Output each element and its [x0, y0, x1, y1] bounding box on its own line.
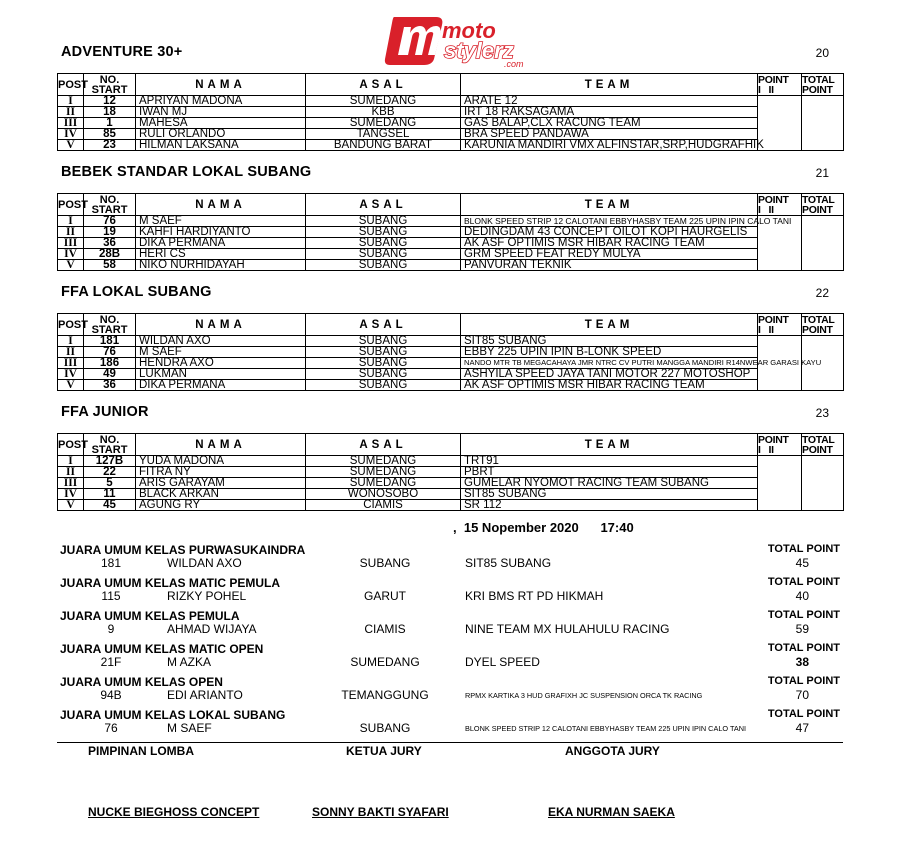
- row-city: SUBANG: [306, 216, 461, 227]
- table-row: [58, 227, 844, 238]
- row-position: I: [58, 336, 84, 347]
- row-point: [758, 467, 802, 478]
- header-pos: POST: [58, 194, 84, 216]
- row-team: BRA SPEED PANDAWA: [461, 129, 758, 140]
- row-point: [758, 238, 802, 249]
- row-rider-name: HENDRA AXO: [136, 358, 306, 369]
- row-city: BANDUNG BARAT: [306, 140, 461, 151]
- table-row: [58, 249, 844, 260]
- champion-entry: [57, 675, 843, 707]
- header-total-point: TOTAL POINT: [802, 74, 844, 96]
- row-start-number: 18: [84, 107, 136, 118]
- pimpinan-lomba-name: NUCKE BIEGHOSS CONCEPT: [88, 805, 260, 819]
- row-team: IRT 18 RAKSAGAMA: [461, 107, 758, 118]
- champion-entry: [57, 543, 843, 575]
- date-value: 15 Nopember 2020: [463, 520, 579, 535]
- class-number: 23: [815, 406, 829, 420]
- row-team: DEDINGDAM 43 CONCEPT OILOT KOPI HAURGELIS: [461, 227, 758, 238]
- class-section: [57, 164, 843, 274]
- row-rider-name: LUKMAN: [136, 369, 306, 380]
- champion-start-number: 21F: [100, 655, 122, 669]
- row-team: KARUNIA MANDIRI VMX ALFINSTAR,SRP,HUDGRAFHIK: [461, 140, 758, 151]
- row-team: EBBY 225 UPIN IPIN B-LONK SPEED: [461, 347, 758, 358]
- header-no-start: NO. START: [84, 434, 136, 456]
- champion-city: SUBANG: [359, 721, 411, 735]
- row-position: III: [58, 358, 84, 369]
- champion-team: SIT85 SUBANG: [465, 556, 552, 570]
- row-position: I: [58, 96, 84, 107]
- table-row: [58, 369, 844, 380]
- row-total-point: [802, 347, 844, 358]
- row-point: [758, 96, 802, 107]
- row-position: III: [58, 238, 84, 249]
- champion-city: GARUT: [364, 589, 406, 603]
- row-total-point: [802, 140, 844, 151]
- row-total-point: [802, 249, 844, 260]
- champion-rider-name: M SAEF: [167, 721, 212, 735]
- row-rider-name: RULI ORLANDO: [136, 129, 306, 140]
- row-team: ARATE 12: [461, 96, 758, 107]
- champion-total-point-label: TOTAL POINT: [767, 675, 840, 687]
- table-row: [58, 380, 844, 391]
- champion-team: RPMX KARTIKA 3 HUD GRAFIXH JC SUSPENSION ORCA TK RACING: [465, 691, 703, 700]
- row-rider-name: M SAEF: [136, 216, 306, 227]
- row-start-number: 58: [84, 260, 136, 271]
- row-point: [758, 118, 802, 129]
- row-point: [758, 260, 802, 271]
- class-title: ADVENTURE 30+: [61, 44, 183, 60]
- row-team: ASHYILA SPEED JAYA TANI MOTOR 227 MOTOSHOP: [461, 369, 758, 380]
- row-city: SUMEDANG: [306, 118, 461, 129]
- table-row: [58, 118, 844, 129]
- row-city: WONOSOBO: [306, 489, 461, 500]
- row-start-number: 23: [84, 140, 136, 151]
- row-rider-name: IWAN MJ: [136, 107, 306, 118]
- row-total-point: [802, 107, 844, 118]
- row-city: CIAMIS: [306, 500, 461, 511]
- row-rider-name: NIKO NURHIDAYAH: [136, 260, 306, 271]
- row-start-number: 127B: [84, 456, 136, 467]
- class-section: [57, 284, 843, 394]
- header-no-start: NO. START: [84, 314, 136, 336]
- champion-city: SUMEDANG: [350, 655, 420, 669]
- class-title: FFA LOKAL SUBANG: [61, 284, 212, 300]
- row-rider-name: ARIS GARAYAM: [136, 478, 306, 489]
- row-position: II: [58, 227, 84, 238]
- row-start-number: 19: [84, 227, 136, 238]
- row-city: SUMEDANG: [306, 456, 461, 467]
- champion-team: DYEL SPEED: [465, 655, 540, 669]
- row-point: [758, 227, 802, 238]
- row-position: V: [58, 500, 84, 511]
- row-team: SIT85 SUBANG: [461, 489, 758, 500]
- header-pos: POST: [58, 314, 84, 336]
- header-asal: ASAL: [306, 434, 461, 456]
- table-row: [58, 347, 844, 358]
- champion-start-number: 9: [107, 622, 115, 636]
- row-rider-name: DIKA PERMANA: [136, 380, 306, 391]
- results-table: [57, 73, 844, 151]
- svg-text:moto: moto: [442, 18, 496, 43]
- champion-total-point: 38: [795, 655, 809, 669]
- champion-city: CIAMIS: [364, 622, 406, 636]
- row-point: [758, 140, 802, 151]
- results-table: [57, 433, 844, 511]
- champion-rider-name: WILDAN AXO: [167, 556, 242, 570]
- row-point: [758, 129, 802, 140]
- header-pos: POST: [58, 434, 84, 456]
- row-city: SUMEDANG: [306, 467, 461, 478]
- header-asal: ASAL: [306, 314, 461, 336]
- champion-entry: [57, 642, 843, 674]
- row-point: [758, 249, 802, 260]
- champion-total-point-label: TOTAL POINT: [767, 609, 840, 621]
- champion-class-label: JUARA UMUM KELAS LOKAL SUBANG: [60, 708, 286, 722]
- row-point: [758, 369, 802, 380]
- class-number: 22: [815, 286, 829, 300]
- row-rider-name: FITRA NY: [136, 467, 306, 478]
- champion-start-number: 181: [100, 556, 122, 570]
- table-row: [58, 129, 844, 140]
- champion-rider-name: RIZKY POHEL: [167, 589, 247, 603]
- header-point: POINT I II: [758, 434, 802, 456]
- date-prefix: ,: [453, 520, 457, 535]
- table-row: [58, 216, 844, 227]
- row-team: BLONK SPEED STRIP 12 CALOTANI EBBYHASBY TEAM 225 UPIN IPIN CALO TANI: [461, 216, 758, 227]
- header-team: TEAM: [461, 194, 758, 216]
- row-city: SUBANG: [306, 249, 461, 260]
- class-number: 21: [815, 166, 829, 180]
- champion-total-point: 70: [795, 688, 809, 702]
- header-asal: ASAL: [306, 74, 461, 96]
- champion-city: SUBANG: [359, 556, 411, 570]
- row-position: V: [58, 260, 84, 271]
- champion-total-point-label: TOTAL POINT: [767, 708, 840, 720]
- row-city: SUBANG: [306, 227, 461, 238]
- row-city: SUMEDANG: [306, 478, 461, 489]
- header-point: POINT I II: [758, 194, 802, 216]
- champion-class-label: JUARA UMUM KELAS MATIC OPEN: [60, 642, 264, 656]
- champion-total-point-label: TOTAL POINT: [767, 576, 840, 588]
- row-start-number: 1: [84, 118, 136, 129]
- header-no-start: NO. START: [84, 194, 136, 216]
- class-title: FFA JUNIOR: [61, 404, 149, 420]
- champion-rider-name: M AZKA: [167, 655, 212, 669]
- row-start-number: 11: [84, 489, 136, 500]
- header-point: POINT I II: [758, 74, 802, 96]
- row-team: TRT91: [461, 456, 758, 467]
- champion-team: BLONK SPEED STRIP 12 CALOTANI EBBYHASBY TEAM 225 UPIN IPIN CALO TANI: [465, 724, 747, 733]
- row-city: SUBANG: [306, 260, 461, 271]
- row-rider-name: WILDAN AXO: [136, 336, 306, 347]
- row-start-number: 5: [84, 478, 136, 489]
- table-row: [58, 107, 844, 118]
- row-position: V: [58, 380, 84, 391]
- champion-total-point: 45: [795, 556, 809, 570]
- row-start-number: 36: [84, 238, 136, 249]
- class-section: [57, 44, 843, 154]
- row-total-point: [802, 238, 844, 249]
- table-header-row: [58, 74, 844, 96]
- row-position: III: [58, 118, 84, 129]
- champion-total-point-label: TOTAL POINT: [767, 642, 840, 654]
- champion-total-point: 59: [795, 622, 809, 636]
- header-nama: NAMA: [136, 74, 306, 96]
- row-start-number: 186: [84, 358, 136, 369]
- row-position: IV: [58, 489, 84, 500]
- row-team: NANDO MTR TB MEGACAHAYA JMR NTRC CV PUTRI MANGGA MANDIRI R14NWEAR GARASI KAYU: [461, 358, 758, 369]
- row-city: SUBANG: [306, 369, 461, 380]
- row-position: IV: [58, 129, 84, 140]
- row-total-point: [802, 380, 844, 391]
- row-total-point: [802, 500, 844, 511]
- svg-text:.com: .com: [504, 59, 524, 69]
- row-team: SR 112: [461, 500, 758, 511]
- row-position: V: [58, 140, 84, 151]
- champion-total-point-label: TOTAL POINT: [767, 543, 840, 555]
- row-rider-name: YUDA MADONA: [136, 456, 306, 467]
- row-start-number: 22: [84, 467, 136, 478]
- champion-class-label: JUARA UMUM KELAS PEMULA: [60, 609, 240, 623]
- row-point: [758, 456, 802, 467]
- header-team: TEAM: [461, 74, 758, 96]
- row-point: [758, 380, 802, 391]
- champion-rider-name: AHMAD WIJAYA: [167, 622, 257, 636]
- row-team: SIT85 SUBANG: [461, 336, 758, 347]
- header-point: POINT I II: [758, 314, 802, 336]
- header-nama: NAMA: [136, 314, 306, 336]
- row-team: GAS BALAP,CLX RACUNG TEAM: [461, 118, 758, 129]
- row-city: KBB: [306, 107, 461, 118]
- row-city: TANGSEL: [306, 129, 461, 140]
- row-point: [758, 489, 802, 500]
- row-total-point: [802, 478, 844, 489]
- row-position: III: [58, 478, 84, 489]
- results-table: [57, 193, 844, 271]
- anggota-jury-name: EKA NURMAN SAEKA: [548, 805, 675, 819]
- row-city: SUBANG: [306, 238, 461, 249]
- champion-start-number: 94B: [100, 688, 122, 702]
- table-row: [58, 358, 844, 369]
- row-rider-name: HERI CS: [136, 249, 306, 260]
- champion-class-label: JUARA UMUM KELAS OPEN: [60, 675, 223, 689]
- row-point: [758, 347, 802, 358]
- row-point: [758, 336, 802, 347]
- champion-class-label: JUARA UMUM KELAS MATIC PEMULA: [60, 576, 280, 590]
- champion-team: NINE TEAM MX HULAHULU RACING: [465, 622, 670, 636]
- champion-start-number: 76: [104, 721, 118, 735]
- row-total-point: [802, 489, 844, 500]
- row-start-number: 85: [84, 129, 136, 140]
- row-rider-name: DIKA PERMANA: [136, 238, 306, 249]
- header-no-start: NO. START: [84, 74, 136, 96]
- row-start-number: 12: [84, 96, 136, 107]
- row-city: SUMEDANG: [306, 96, 461, 107]
- row-point: [758, 500, 802, 511]
- header-total-point: TOTAL POINT: [802, 434, 844, 456]
- header-team: TEAM: [461, 314, 758, 336]
- row-rider-name: AGUNG RY: [136, 500, 306, 511]
- table-row: [58, 500, 844, 511]
- row-total-point: [802, 118, 844, 129]
- table-row: [58, 238, 844, 249]
- row-rider-name: BLACK ARKAN: [136, 489, 306, 500]
- header-total-point: TOTAL POINT: [802, 194, 844, 216]
- champion-team: KRI BMS RT PD HIKMAH: [465, 589, 604, 603]
- row-start-number: 45: [84, 500, 136, 511]
- table-row: [58, 260, 844, 271]
- pimpinan-lomba-title: PIMPINAN LOMBA: [88, 744, 194, 758]
- row-team: PANVURAN TEKNIK: [461, 260, 758, 271]
- row-point: [758, 107, 802, 118]
- row-city: SUBANG: [306, 347, 461, 358]
- champion-city: TEMANGGUNG: [341, 688, 429, 702]
- row-total-point: [802, 227, 844, 238]
- row-team: GRM SPEED FEAT REDY MULYA: [461, 249, 758, 260]
- row-city: SUBANG: [306, 358, 461, 369]
- table-row: [58, 467, 844, 478]
- class-section: [57, 404, 843, 514]
- row-rider-name: HILMAN LAKSANA: [136, 140, 306, 151]
- row-position: II: [58, 467, 84, 478]
- row-start-number: 76: [84, 347, 136, 358]
- champion-entry: [57, 708, 843, 740]
- signature-divider: [57, 742, 843, 743]
- row-position: II: [58, 347, 84, 358]
- results-table: [57, 313, 844, 391]
- champion-entry: [57, 576, 843, 608]
- time-value: 17:40: [600, 520, 634, 535]
- table-row: [58, 96, 844, 107]
- header-team: TEAM: [461, 434, 758, 456]
- table-header-row: [58, 194, 844, 216]
- ketua-jury-name: SONNY BAKTI SYAFARI: [312, 805, 449, 819]
- row-team: AK ASF OPTIMIS MSR HIBAR RACING TEAM: [461, 238, 758, 249]
- row-total-point: [802, 260, 844, 271]
- row-total-point: [802, 456, 844, 467]
- row-start-number: 36: [84, 380, 136, 391]
- table-header-row: [58, 434, 844, 456]
- row-position: I: [58, 456, 84, 467]
- champion-entry: [57, 609, 843, 641]
- row-city: SUBANG: [306, 380, 461, 391]
- header-pos: POST: [58, 74, 84, 96]
- row-position: IV: [58, 249, 84, 260]
- row-total-point: [802, 96, 844, 107]
- table-row: [58, 336, 844, 347]
- row-start-number: 28B: [84, 249, 136, 260]
- header-nama: NAMA: [136, 194, 306, 216]
- table-row: [58, 140, 844, 151]
- row-position: I: [58, 216, 84, 227]
- row-city: SUBANG: [306, 336, 461, 347]
- row-team: AK ASF OPTIMIS MSR HIBAR RACING TEAM: [461, 380, 758, 391]
- champion-start-number: 115: [101, 589, 121, 603]
- row-position: IV: [58, 369, 84, 380]
- row-total-point: [802, 467, 844, 478]
- class-title: BEBEK STANDAR LOKAL SUBANG: [61, 164, 312, 180]
- table-row: [58, 478, 844, 489]
- champion-rider-name: EDI ARIANTO: [167, 688, 243, 702]
- table-header-row: [58, 314, 844, 336]
- row-rider-name: KAHFI HARDIYANTO: [136, 227, 306, 238]
- row-total-point: [802, 129, 844, 140]
- header-nama: NAMA: [136, 434, 306, 456]
- row-total-point: [802, 369, 844, 380]
- class-number: 20: [815, 46, 829, 60]
- header-total-point: TOTAL POINT: [802, 314, 844, 336]
- row-start-number: 181: [84, 336, 136, 347]
- anggota-jury-title: ANGGOTA JURY: [565, 744, 660, 758]
- header-asal: ASAL: [306, 194, 461, 216]
- row-rider-name: M SAEF: [136, 347, 306, 358]
- table-row: [58, 456, 844, 467]
- row-point: [758, 478, 802, 489]
- row-team: PBRT: [461, 467, 758, 478]
- row-total-point: [802, 336, 844, 347]
- row-team: GUMELAR NYOMOT RACING TEAM SUBANG: [461, 478, 758, 489]
- row-start-number: 49: [84, 369, 136, 380]
- row-total-point: [802, 216, 844, 227]
- event-date: [453, 520, 634, 535]
- ketua-jury-title: KETUA JURY: [346, 744, 422, 758]
- row-position: II: [58, 107, 84, 118]
- champion-total-point: 40: [795, 589, 809, 603]
- row-start-number: 76: [84, 216, 136, 227]
- row-rider-name: MAHESA: [136, 118, 306, 129]
- champion-class-label: JUARA UMUM KELAS PURWASUKAINDRA: [60, 543, 306, 557]
- svg-text:stylerz: stylerz: [444, 38, 514, 63]
- row-rider-name: APRIYAN MADONA: [136, 96, 306, 107]
- champion-total-point: 47: [795, 721, 809, 735]
- table-row: [58, 489, 844, 500]
